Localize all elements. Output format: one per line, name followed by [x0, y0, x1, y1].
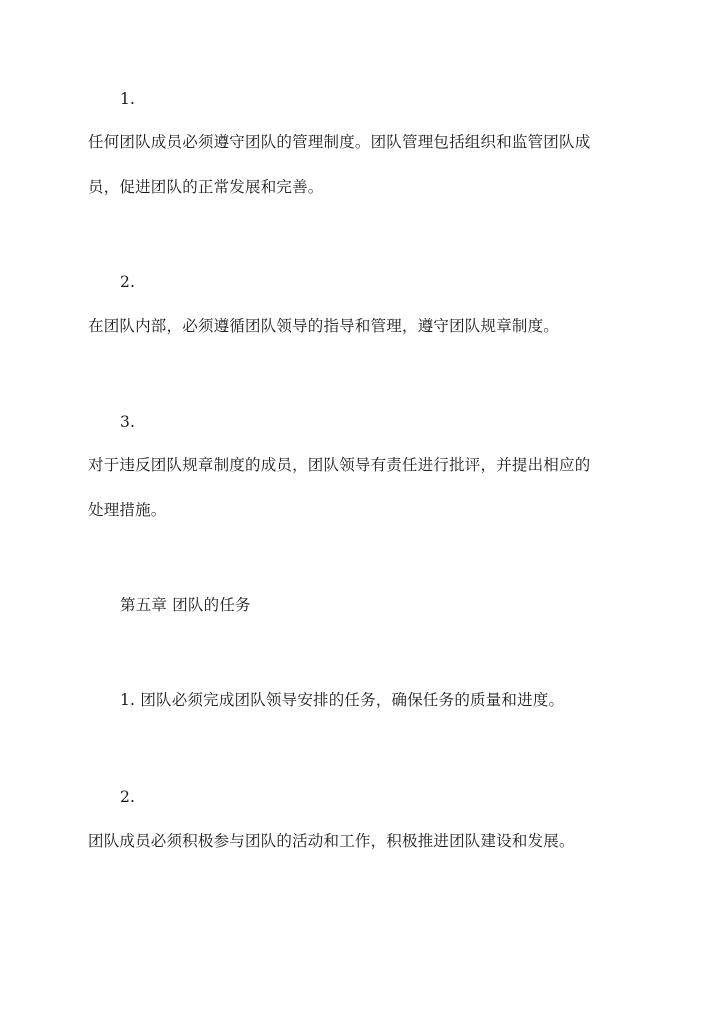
item-number: 3.	[120, 413, 136, 431]
item-number: 2.	[120, 273, 136, 291]
item-number: 1.	[120, 90, 136, 108]
chapter-heading: 第五章 团队的任务	[120, 596, 251, 614]
paragraph-line: 员，促进团队的正常发展和完善。	[88, 178, 324, 196]
paragraph-line: 任何团队成员必须遵守团队的管理制度。团队管理包括组织和监管团队成	[88, 133, 591, 151]
list-item: 1. 团队必须完成团队领导安排的任务，确保任务的质量和进度。	[120, 691, 565, 709]
paragraph-line: 在团队内部，必须遵循团队领导的指导和管理，遵守团队规章制度。	[88, 317, 560, 335]
paragraph-line: 团队成员必须积极参与团队的活动和工作，积极推进团队建设和发展。	[88, 832, 575, 850]
paragraph-line: 对于违反团队规章制度的成员，团队领导有责任进行批评，并提出相应的	[88, 456, 591, 474]
paragraph-line: 处理措施。	[88, 501, 167, 519]
item-number: 2.	[120, 788, 136, 806]
